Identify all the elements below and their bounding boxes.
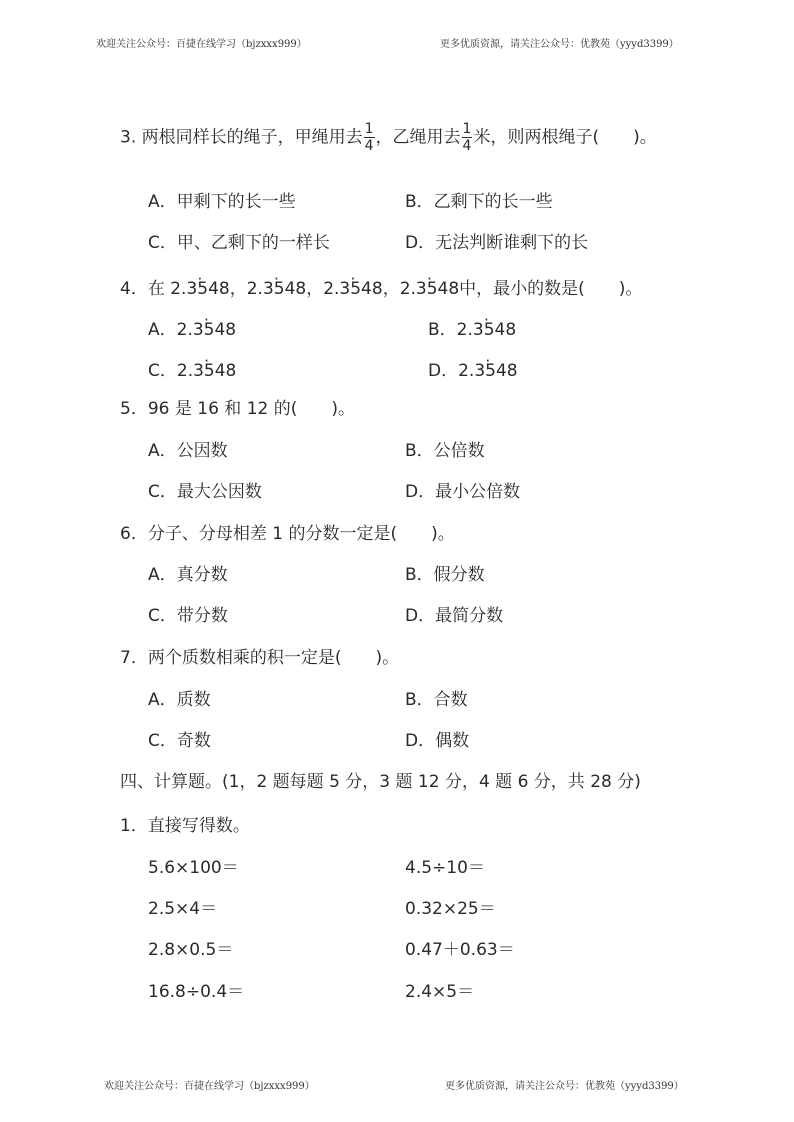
fraction-1-denominator: 4 — [364, 138, 374, 154]
q5-option-a: A．公因数 — [148, 441, 228, 461]
q4-number-1: · 2.3548 — [170, 281, 229, 298]
q4-number-4: · 2.3548 — [400, 281, 459, 298]
q4-number-3: · 2.3548 — [323, 281, 382, 298]
q4-option-b-label: B． — [428, 320, 457, 340]
q5-option-d: D．最小公倍数 — [405, 482, 521, 502]
question-6-stem: 6．分子、分母相差 1 的分数一定是( )。 — [120, 524, 455, 544]
fraction-1 — [364, 122, 375, 153]
calc-item: 2.4×5＝ — [405, 982, 475, 1002]
section-4-subquestion-1: 1．直接写得数。 — [120, 816, 250, 836]
calc-item: 0.32×25＝ — [405, 899, 496, 919]
fraction-2-denominator: 4 — [462, 138, 472, 154]
q6-option-b: B．假分数 — [405, 565, 485, 585]
question-3-stem — [120, 122, 657, 153]
q7-option-d: D．偶数 — [405, 731, 470, 751]
calc-item: 16.8÷0.4＝ — [148, 982, 245, 1002]
q4-option-c-label: C． — [148, 361, 177, 381]
fraction-2-numerator: 1 — [462, 121, 472, 137]
q7-option-c: C．奇数 — [148, 731, 211, 751]
q5-option-b: B．公倍数 — [405, 441, 485, 461]
q4-separator-1: ， — [229, 279, 247, 299]
calc-item: 5.6×100＝ — [148, 858, 239, 878]
question-4-stem — [120, 281, 642, 298]
q4-option-b-number: · 2.3548 — [457, 322, 516, 339]
q5-option-c: C．最大公因数 — [148, 482, 262, 502]
q4-option-b — [428, 322, 516, 339]
section-4-title: 四、计算题。(1，2 题每题 5 分，3 题 12 分，4 题 6 分，共 28 分) — [120, 772, 641, 792]
question-7-stem: 7．两个质数相乘的积一定是( )。 — [120, 648, 400, 668]
fraction-2 — [462, 122, 473, 153]
calc-item: 0.47＋0.63＝ — [405, 940, 515, 960]
q4-option-c — [148, 363, 236, 380]
q3-option-c: C．甲、乙剩下的一样长 — [148, 233, 330, 253]
q4-option-d — [428, 363, 518, 380]
calc-item: 2.8×0.5＝ — [148, 940, 234, 960]
q3-option-d: D．无法判断谁剩下的长 — [405, 233, 589, 253]
q4-separator-2: ， — [306, 279, 324, 299]
question-5-stem: 5．96 是 16 和 12 的( )。 — [120, 399, 355, 419]
fraction-1-numerator: 1 — [364, 121, 374, 137]
calc-item: 2.5×4＝ — [148, 899, 218, 919]
q7-option-a: A．质数 — [148, 690, 211, 710]
header-right: 更多优质资源，请关注公众号：优教苑（yyyd3399） — [440, 39, 679, 50]
q4-option-d-label: D． — [428, 361, 459, 381]
q6-option-c: C．带分数 — [148, 606, 228, 626]
footer-right: 更多优质资源，请关注公众号：优教苑（yyyd3399） — [445, 1081, 684, 1092]
q3-text-pre: 3. 两根同样长的绳子，甲绳用去 — [120, 127, 363, 148]
q4-option-a-label: A． — [148, 320, 177, 340]
q3-text-post: 米，则两根绳子( )。 — [473, 127, 657, 148]
q4-option-c-number: · 2.3548 — [177, 363, 236, 380]
footer-left: 欢迎关注公众号：百捷在线学习（bjzxxx999） — [104, 1081, 315, 1092]
q4-option-a — [148, 322, 236, 339]
q3-text-mid: ，乙绳用去 — [375, 127, 461, 148]
q6-option-d: D．最简分数 — [405, 606, 504, 626]
q4-number-2: · 2.3548 — [247, 281, 306, 298]
q6-option-a: A．真分数 — [148, 565, 228, 585]
q3-option-b: B．乙剩下的长一些 — [405, 192, 553, 212]
calc-item: 4.5÷10＝ — [405, 858, 485, 878]
q4-option-a-number: · 2.3548 — [177, 322, 236, 339]
q4-stem-post: 中，最小的数是( )。 — [459, 279, 643, 299]
q4-separator-3: ， — [382, 279, 400, 299]
header-left: 欢迎关注公众号：百捷在线学习（bjzxxx999） — [96, 39, 307, 50]
q7-option-b: B．合数 — [405, 690, 468, 710]
q4-option-d-number: · 2.3548 — [458, 363, 517, 380]
q4-stem-pre: 4．在 — [120, 279, 171, 299]
q3-option-a: A．甲剩下的长一些 — [148, 192, 296, 212]
